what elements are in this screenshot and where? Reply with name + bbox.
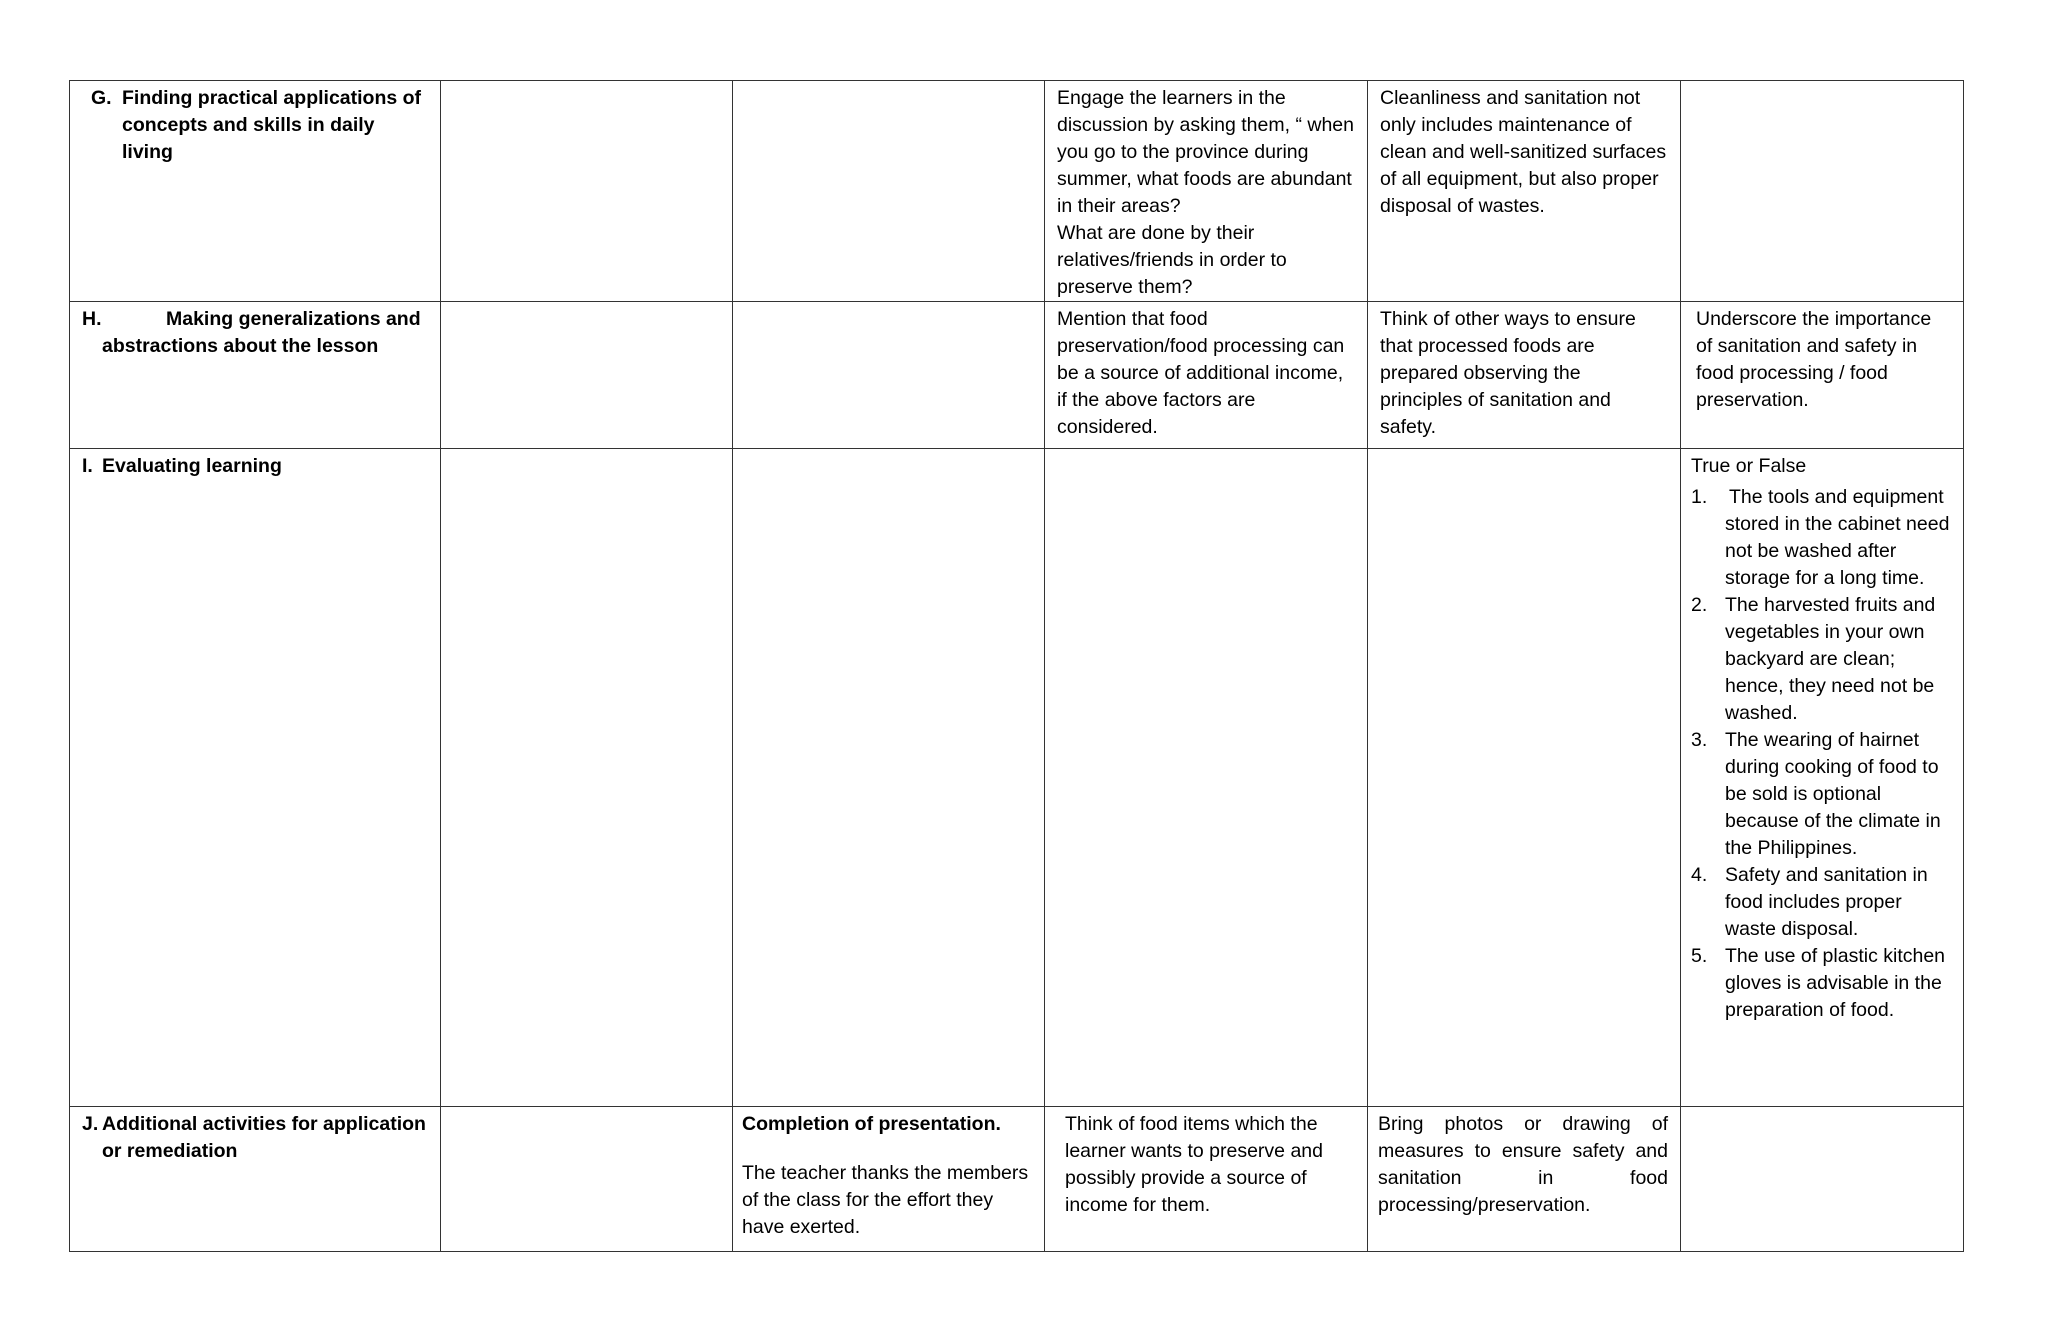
cell-i-day3 bbox=[1045, 449, 1368, 1107]
row-letter: J. bbox=[82, 1113, 99, 1135]
table-row-h bbox=[70, 302, 1964, 449]
cell-g-day3 bbox=[1045, 81, 1368, 302]
table-row-i bbox=[70, 449, 1964, 1107]
cell-text: The teacher thanks the members of the class for the effort they have exerted. bbox=[742, 1162, 1029, 1238]
quiz-list bbox=[1691, 484, 1951, 1024]
quiz-number: 3. bbox=[1691, 729, 1708, 751]
quiz-text: The wearing of hairnet during cooking of food to be sold is optional because of the climate in the Philippines. bbox=[1725, 729, 1941, 859]
cell-i-day1 bbox=[441, 449, 733, 1107]
cell-text: Underscore the importance of sanitation and safety in food processing / food preservation. bbox=[1696, 308, 1932, 411]
quiz-text: The tools and equipment stored in the cabinet need not be washed after storage for a long time. bbox=[1725, 486, 1950, 589]
cell-text: Think of other ways to ensure that processed foods are prepared observing the principles of sanitation and safety. bbox=[1380, 308, 1636, 438]
cell-j-day3 bbox=[1045, 1107, 1368, 1252]
cell-g-day4 bbox=[1368, 81, 1681, 302]
cell-h-day3 bbox=[1045, 302, 1368, 449]
quiz-text: The use of plastic kitchen gloves is advisable in the preparation of food. bbox=[1725, 945, 1946, 1021]
row-letter: G. bbox=[91, 87, 112, 109]
cell-j-day4 bbox=[1368, 1107, 1681, 1252]
cell-text: Bring photos or drawing of measures to ensure safety and sanitation in food processing/preservation. bbox=[1378, 1113, 1668, 1216]
row-label-text: Finding practical applications of concepts and skills in daily living bbox=[122, 87, 422, 163]
quiz-item bbox=[1691, 943, 1951, 1024]
cell-text: Cleanliness and sanitation not only includes maintenance of clean and well-sanitized surfaces of all equipment, but also proper disposal of wastes. bbox=[1380, 87, 1667, 217]
table-row-g bbox=[70, 81, 1964, 302]
cell-h-day1 bbox=[441, 302, 733, 449]
quiz-item bbox=[1691, 862, 1951, 943]
row-label-text bbox=[102, 306, 428, 360]
cell-j-day2 bbox=[733, 1107, 1045, 1252]
cell-j-day5 bbox=[1681, 1107, 1964, 1252]
cell-g-day2 bbox=[733, 81, 1045, 302]
row-letter: I. bbox=[82, 455, 93, 477]
row-label-h bbox=[70, 302, 441, 449]
row-label-g bbox=[70, 81, 441, 302]
cell-text: Think of food items which the learner wants to preserve and possibly provide a source of income for them. bbox=[1065, 1113, 1323, 1216]
cell-text: What are done by their relatives/friends in order to preserve them? bbox=[1057, 222, 1287, 298]
row-label-text-inner: Making generalizations and abstractions about the lesson bbox=[102, 308, 421, 357]
quiz-text: Safety and sanitation in food includes proper waste disposal. bbox=[1725, 864, 1928, 940]
quiz-number: 2. bbox=[1691, 594, 1708, 616]
row-label-text: Additional activities for application or remediation bbox=[102, 1113, 426, 1162]
cell-j-day1 bbox=[441, 1107, 733, 1252]
table-row-j bbox=[70, 1107, 1964, 1252]
cell-h-day2 bbox=[733, 302, 1045, 449]
quiz-number: 5. bbox=[1691, 945, 1708, 967]
quiz-item bbox=[1691, 727, 1951, 862]
cell-i-day4 bbox=[1368, 449, 1681, 1107]
cell-h-day5 bbox=[1681, 302, 1964, 449]
quiz-item bbox=[1691, 592, 1951, 727]
cell-g-day1 bbox=[441, 81, 733, 302]
cell-text: Engage the learners in the discussion by asking them, “ when you go to the province during summer, what foods are abundant in their areas? bbox=[1057, 87, 1354, 217]
quiz-item bbox=[1691, 484, 1951, 592]
quiz-title: True or False bbox=[1691, 455, 1807, 477]
row-label-text: Evaluating learning bbox=[102, 455, 282, 477]
row-label-j bbox=[70, 1107, 441, 1252]
cell-spacer bbox=[742, 1138, 1032, 1160]
quiz-text: The harvested fruits and vegetables in your own backyard are clean; hence, they need not be washed. bbox=[1725, 594, 1936, 724]
cell-h-day4 bbox=[1368, 302, 1681, 449]
row-label-i bbox=[70, 449, 441, 1107]
lesson-plan-table bbox=[69, 80, 1964, 1252]
cell-title: Completion of presentation. bbox=[742, 1113, 1001, 1135]
quiz-number: 4. bbox=[1691, 864, 1708, 886]
cell-i-day5 bbox=[1681, 449, 1964, 1107]
cell-i-day2 bbox=[733, 449, 1045, 1107]
row-letter: H. bbox=[82, 308, 102, 330]
cell-g-day5 bbox=[1681, 81, 1964, 302]
quiz-number: 1. bbox=[1691, 486, 1708, 508]
cell-text: Mention that food preservation/food processing can be a source of additional income, if the above factors are considered. bbox=[1057, 308, 1345, 438]
